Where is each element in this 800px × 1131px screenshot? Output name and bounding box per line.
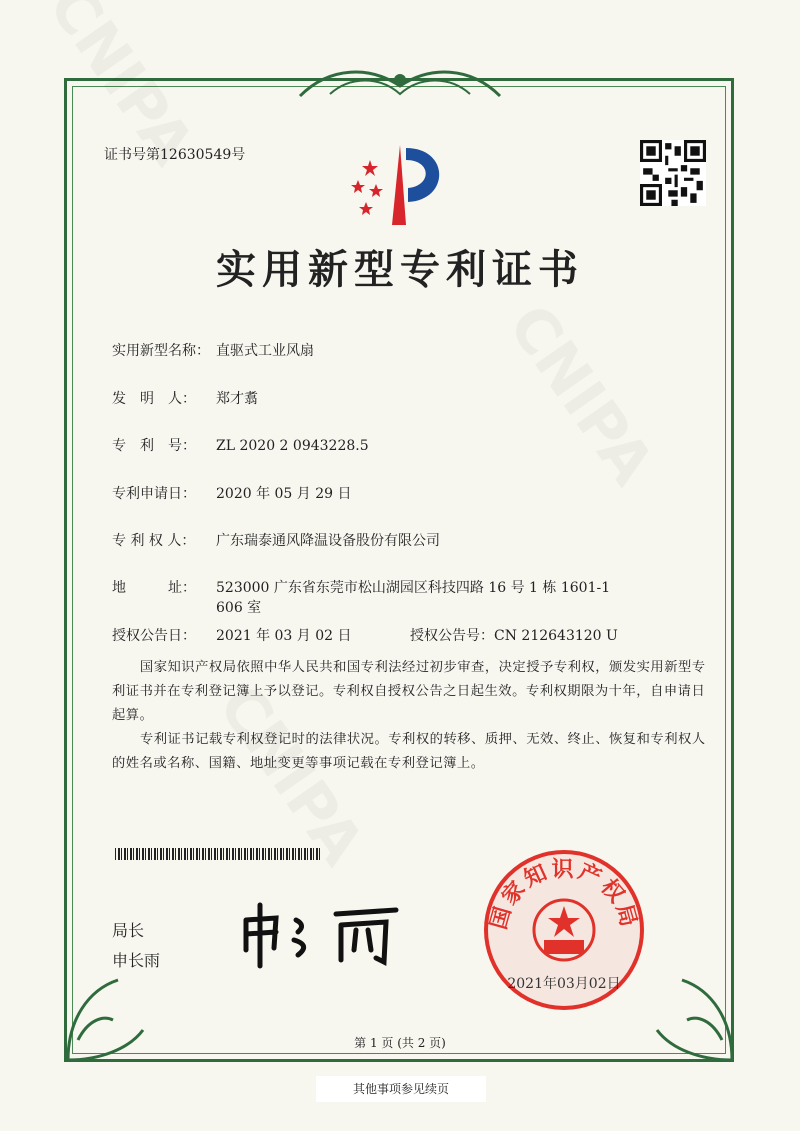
field-label: 地 址： xyxy=(112,580,196,596)
qr-code xyxy=(640,140,706,206)
field-row-filing-date xyxy=(112,483,352,503)
field-value: ZL 2020 2 0943228.5 xyxy=(216,438,369,454)
field-label: 专 利 号： xyxy=(112,438,196,454)
seal-text: 国家知识产权局 xyxy=(485,856,643,933)
bottom-right-ornament xyxy=(652,960,742,1070)
seal-date: 2021年03月02日 xyxy=(507,976,621,992)
field-value: CN 212643120 U xyxy=(494,628,618,644)
field-value: 2020 年 05 月 29 日 xyxy=(216,486,352,502)
field-row-patent-number xyxy=(112,435,369,455)
field-value-address-line2: 606 室 xyxy=(216,600,262,616)
top-ornament xyxy=(290,66,510,102)
cnipa-logo xyxy=(340,140,460,230)
director-title: 局长 xyxy=(112,921,145,940)
field-row-publication-number xyxy=(410,625,618,645)
continuation-note: 其他事项参见续页 xyxy=(316,1076,486,1102)
field-row-address xyxy=(112,577,610,597)
director-name: 申长雨 xyxy=(112,951,161,970)
page-title: 实用新型专利证书 xyxy=(216,246,584,293)
field-value: 郑才翥 xyxy=(216,391,258,407)
field-value: 广东瑞泰通风降温设备股份有限公司 xyxy=(216,533,440,549)
certificate-statement xyxy=(112,656,714,776)
field-label: 实用新型名称： xyxy=(112,343,210,359)
statement-paragraph: 国家知识产权局依照中华人民共和国专利法经过初步审查，决定授予专利权，颁发实用新型专利证书并在专利登记簿上予以登记。专利权自授权公告之日起生效。专利权期限为十年，自申请日起算。 xyxy=(112,660,706,723)
director-signature xyxy=(236,900,416,970)
field-row-inventor xyxy=(112,388,258,408)
field-row-name xyxy=(112,340,314,360)
bottom-left-ornament xyxy=(58,960,148,1070)
field-label: 专 利 权 人： xyxy=(112,533,196,549)
field-label: 专利申请日： xyxy=(112,486,196,502)
field-row-patentee xyxy=(112,530,440,550)
page-number: 第 1 页 (共 2 页) xyxy=(354,1036,446,1050)
field-row-grant-date xyxy=(112,625,352,645)
field-label: 授权公告号： xyxy=(410,628,494,644)
official-seal xyxy=(482,848,646,1012)
certificate-number: 证书号第12630549号 xyxy=(104,147,246,163)
field-value: 直驱式工业风扇 xyxy=(216,343,314,359)
barcode xyxy=(115,848,321,860)
field-label: 授权公告日： xyxy=(112,628,196,644)
field-label: 发 明 人： xyxy=(112,391,196,407)
field-value: 2021 年 03 月 02 日 xyxy=(216,628,352,644)
field-value: 523000 广东省东莞市松山湖园区科技四路 16 号 1 栋 1601-1 xyxy=(216,580,611,596)
statement-paragraph: 专利证书记载专利权登记时的法律状况。专利权的转移、质押、无效、终止、恢复和专利权人的姓名或名称、国籍、地址变更等事项记载在专利登记簿上。 xyxy=(112,732,706,771)
